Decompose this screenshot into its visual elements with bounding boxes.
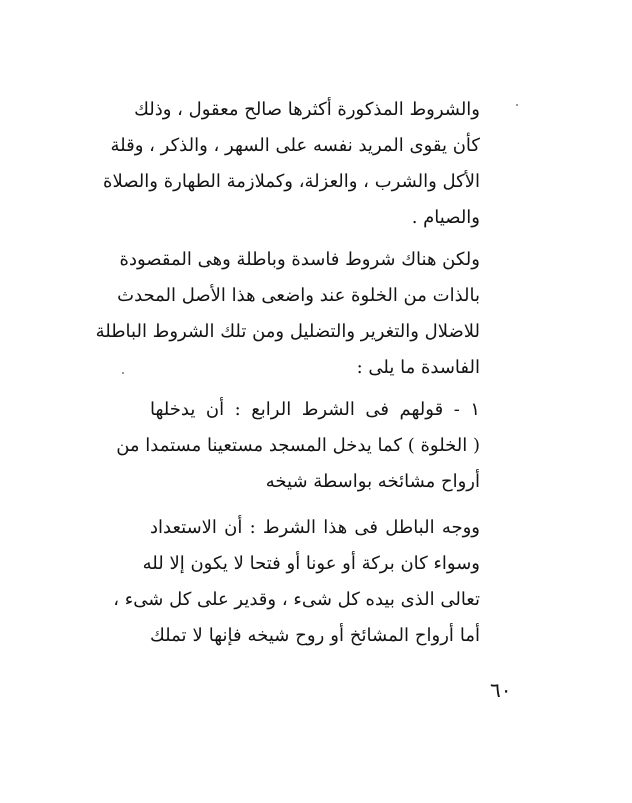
paragraph-line: الفاسدة ما يلى : bbox=[356, 357, 480, 378]
paragraph-line: للاضلال والتغرير والتضليل ومن تلك الشروط الباطلة bbox=[95, 321, 480, 342]
paragraph-line: ١ - قولهم فى الشرط الرابع : أن يدخلها bbox=[150, 399, 480, 420]
paragraph-2 bbox=[95, 242, 480, 386]
paragraph-line: كأن يقوى المريد نفسه على السهر ، والذكر ، وقلة bbox=[110, 135, 480, 156]
paragraph-line: ( الخلوة ) كما يدخل المسجد مستعينا مستمدا من bbox=[116, 435, 480, 456]
ink-speck bbox=[516, 104, 518, 106]
paragraph-line: تعالى الذى بيده كل شىء ، وقدير على كل شىء ، bbox=[113, 589, 480, 610]
paragraph-line: وسواء كان بركة أو عونا أو فتحا لا يكون إلا لله bbox=[142, 553, 480, 574]
page-number: ٦٠ bbox=[490, 678, 512, 702]
paragraph-line: والشروط المذكورة أكثرها صالح معقول ، وذلك bbox=[134, 99, 480, 120]
paragraph-line: بالذات من الخلوة عند واضعى هذا الأصل المحدث bbox=[117, 285, 480, 306]
paragraph-1 bbox=[103, 92, 480, 236]
paragraph-line: أما أرواح المشائخ أو روح شيخه فإنها لا تملك bbox=[150, 625, 480, 646]
paragraph-line: ووجه الباطل فى هذا الشرط : أن الاستعداد bbox=[150, 517, 480, 538]
paragraph-line: ولكن هناك شروط فاسدة وباطلة وهى المقصودة bbox=[119, 249, 480, 270]
paragraph-line: الأكل والشرب ، والعزلة، وكملازمة الطهارة والصلاة bbox=[103, 171, 480, 192]
paragraph-3 bbox=[116, 392, 480, 500]
paragraph-line: والصيام . bbox=[411, 207, 480, 228]
paragraph-4 bbox=[113, 510, 480, 654]
paragraph-line: أرواح مشائخه بواسطة شيخه bbox=[265, 471, 480, 492]
ink-speck bbox=[122, 372, 124, 374]
